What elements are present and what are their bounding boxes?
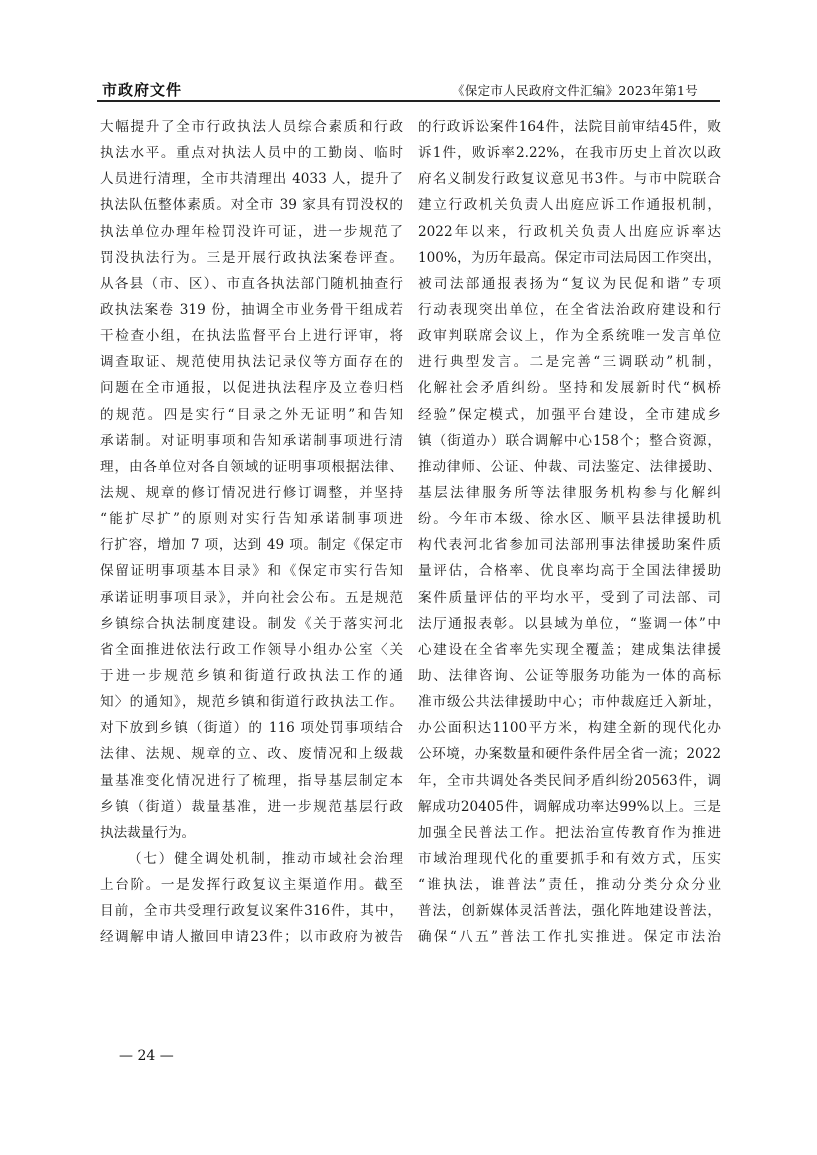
text-line: 执法单位办理年检罚没许可证，进一步规范了 [100,223,403,240]
text-line: 办公面积达1100平方米，构建全新的现代化办 [418,720,721,737]
text-line: 知〉的通知》，规范乡镇和街道行政执法工作。 [100,694,403,711]
text-line: 罚没执法行为。三是开展行政执法案卷评查。 [100,249,403,266]
text-line: 法厅通报表彰。以县域为单位，“鉴调一体”中 [418,615,721,632]
text-line: 量评估，合格率、优良率均高于全国法律援助 [418,563,721,580]
text-line: 乡镇综合执法制度建设。制发《关于落实河北 [100,615,403,632]
text-line: 公环境，办案数量和硬件条件居全省一流；2022 [418,746,721,763]
header-rule [97,100,720,102]
text-line: 目前，全市共受理行政复议案件316件，其中， [100,903,403,920]
text-line: 调查取证、规范使用执法记录仪等方面存在的 [100,354,403,371]
text-line: 准市级公共法律援助中心；市仲裁庭迁入新址， [418,694,721,711]
text-line: 于进一步规范乡镇和街道行政执法工作的通 [100,667,403,684]
text-line: 量基准变化情况进行了梳理，指导基层制定本 [100,772,403,789]
text-line: 化解社会矛盾纠纷。坚持和发展新时代“枫桥 [418,380,721,397]
text-line: 年，全市共调处各类民间矛盾纠纷20563件，调 [418,772,721,789]
text-line: 案件质量评估的平均水平，受到了司法部、司 [418,589,721,606]
text-line: 府名义制发行政复议意见书3件。与市中院联合 [418,171,721,188]
text-line: 执法队伍整体素质。对全市 39 家具有罚没权的 [100,197,403,214]
text-line: 干检查小组，在执法监督平台上进行评审，将 [100,328,403,345]
text-line: 执法裁量行为。 [100,824,196,841]
text-line: 加强全民普法工作。把法治宣传教育作为推进 [418,824,721,841]
text-line: 法律、法规、规章的立、改、废情况和上级裁 [100,746,403,763]
text-line: 承诺制。对证明事项和告知承诺制事项进行清 [100,432,403,449]
page-number: — 24 — [119,1048,174,1064]
text-line: 普法，创新媒体灵活普法，强化阵地建设普法， [418,903,721,920]
text-line: 基层法律服务所等法律服务机构参与化解纠 [418,484,721,501]
text-line: “谁执法，谁普法”责任，推动分类分众分业 [418,877,721,894]
text-line: 构代表河北省参加司法部刑事法律援助案件质 [418,537,721,554]
text-line: 执法水平。重点对执法人员中的工勤岗、临时 [100,145,403,162]
text-line: 行扩容，增加 7 项，达到 49 项。制定《保定市 [100,537,403,554]
text-line: 承诺证明事项目录》，并向社会公布。五是规范 [100,589,403,606]
text-line: 经调解申请人撤回申请23件；以市政府为被告 [100,929,403,946]
text-line: 推动律师、公证、仲裁、司法鉴定、法律援助、 [418,458,721,475]
text-line: 镇（街道办）联合调解中心158个；整合资源， [418,432,721,449]
text-line: 问题在全市通报，以促进执法程序及立卷归档 [100,380,403,397]
text-line: 政执法案卷 319 份，抽调全市业务骨干组成若 [100,301,403,318]
text-line: 2022年以来，行政机关负责人出庭应诉率达 [418,223,721,240]
text-line: 100%，为历年最高。保定市司法局因工作突出， [418,249,721,266]
text-line: 政审判联席会议上，作为全系统唯一发言单位 [418,328,721,345]
text-line: 人员进行清理，全市共清理出 4033 人，提升了 [100,171,403,188]
text-line: 法规、规章的修订情况进行修订调整，并坚持 [100,484,403,501]
text-line: 行动表现突出单位，在全省法治政府建设和行 [418,301,721,318]
text-line: 乡镇（街道）裁量基准，进一步规范基层行政 [100,798,403,815]
text-line: 对下放到乡镇（街道）的 116 项处罚事项结合 [100,720,403,737]
text-line: 大幅提升了全市行政执法人员综合素质和行政 [100,119,403,135]
text-line: 被司法部通报表扬为“复议为民促和谐”专项 [418,275,721,292]
running-header-publication: 《保定市人民政府文件汇编》2023年第1号 [452,83,699,98]
text-line: 建立行政机关负责人出庭应诉工作通报机制， [418,197,721,214]
text-line: 纷。今年市本级、徐水区、顺平县法律援助机 [418,511,721,528]
text-line: 从各县（市、区）、市直各执法部门随机抽查行 [100,275,403,292]
text-line: 进行典型发言。二是完善“三调联动”机制， [418,354,721,371]
text-line: “能扩尽扩”的原则对实行告知承诺制事项进 [100,511,403,528]
body-column-right [418,114,721,951]
text-line: 市域治理现代化的重要抓手和有效方式，压实 [418,850,721,867]
text-line: 保留证明事项基本目录》和《保定市实行告知 [100,563,403,580]
text-line: 诉1件，败诉率2.22%，在我市历史上首次以政 [418,145,721,162]
text-line: 解成功20405件，调解成功率达99%以上。三是 [418,798,721,815]
text-line: 的规范。四是实行“目录之外无证明”和告知 [100,406,403,423]
running-header-title: 市政府文件 [102,81,183,99]
body-column-left [100,114,403,951]
text-line: 助、法律咨询、公证等服务功能为一体的高标 [418,667,721,684]
text-line: 经验”保定模式，加强平台建设，全市建成乡 [418,406,721,423]
text-line: 理，由各单位对各自领域的证明事项根据法律、 [100,458,403,475]
text-line: 的行政诉讼案件164件，法院目前审结45件，败 [418,119,721,135]
text-line: 上台阶。一是发挥行政复议主渠道作用。截至 [100,877,403,894]
text-line: 心建设在全省率先实现全覆盖；建成集法律援 [418,641,721,658]
text-line: 省全面推进依法行政工作领导小组办公室〈关 [100,641,403,658]
text-line: 确保“八五”普法工作扎实推进。保定市法治 [418,929,721,946]
text-line: （七）健全调处机制，推动市域社会治理 [128,850,403,867]
